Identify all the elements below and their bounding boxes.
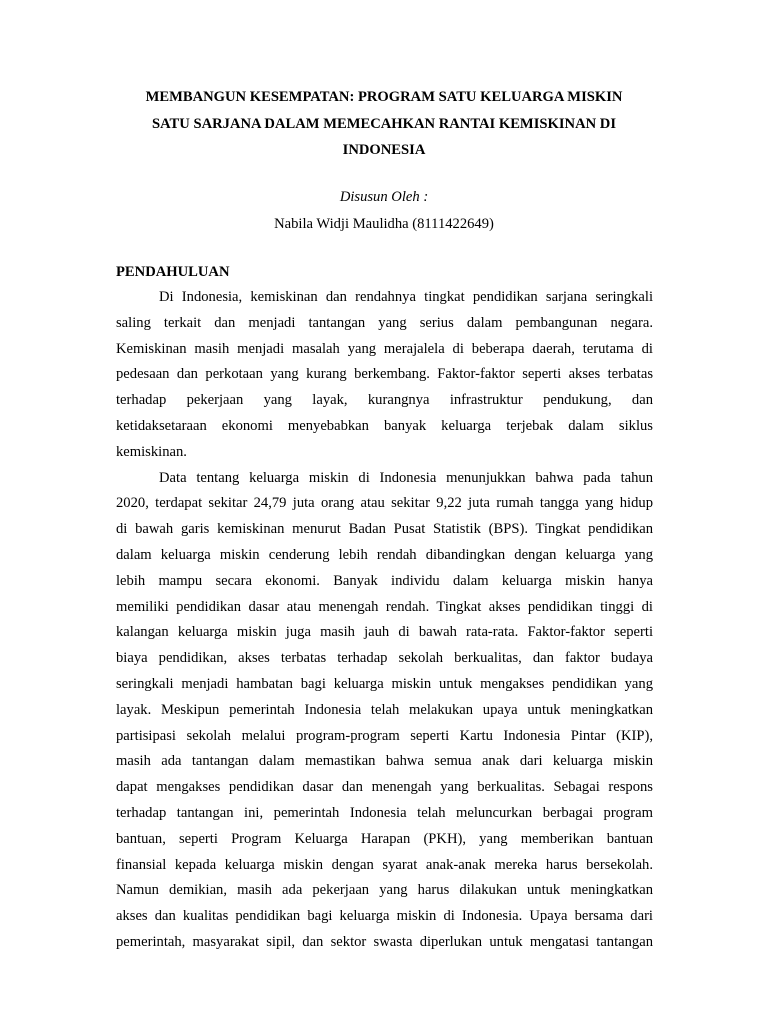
paragraph-line: partisipasi sekolah melalui program-program seperti Kartu Indonesia Pintar (KIP), <box>116 727 653 744</box>
paragraph-line: finansial kepada keluarga miskin dengan syarat anak-anak mereka harus bersekolah. <box>116 856 653 873</box>
paragraph-1 <box>116 285 653 466</box>
paragraph-line: kemiskinan. <box>116 443 187 460</box>
paragraph-line: memiliki pendidikan dasar atau menengah rendah. Tingkat akses pendidikan tinggi di <box>116 598 653 615</box>
paragraph-line: saling terkait dan menjadi tantangan yang serius dalam pembangunan negara. <box>116 314 653 331</box>
paragraph-line: pemerintah, masyarakat sipil, dan sektor swasta diperlukan untuk mengatasi tantangan <box>116 933 653 950</box>
document-body <box>116 285 653 956</box>
section-heading: PENDAHULUAN <box>116 264 230 280</box>
paragraph-line: bantuan, seperti Program Keluarga Harapan (PKH), yang memberikan bantuan <box>116 830 653 847</box>
paragraph-line: ketidaksetaraan ekonomi menyebabkan banyak keluarga terjebak dalam siklus <box>116 417 653 434</box>
paragraph-line: terhadap tantangan ini, pemerintah Indonesia telah meluncurkan berbagai program <box>116 804 653 821</box>
paragraph-line: Kemiskinan masih menjadi masalah yang merajalela di beberapa daerah, terutama di <box>116 340 653 357</box>
paragraph-line: layak. Meskipun pemerintah Indonesia telah melakukan upaya untuk meningkatkan <box>116 701 653 718</box>
paragraph-line: Data tentang keluarga miskin di Indonesia menunjukkan bahwa pada tahun <box>159 469 653 486</box>
author-name: Nabila Widji Maulidha (8111422649) <box>274 215 494 232</box>
title-line-3: INDONESIA <box>342 142 426 158</box>
byline-label: Disusun Oleh : <box>339 189 429 205</box>
paragraph-line: dalam keluarga miskin cenderung lebih rendah dibandingkan dengan keluarga yang <box>116 546 653 563</box>
paragraph-line: biaya pendidikan, akses terbatas terhadap sekolah berkualitas, dan faktor budaya <box>116 650 653 667</box>
paragraph-line: akses dan kualitas pendidikan bagi keluarga miskin di Indonesia. Upaya bersama dari <box>116 908 653 925</box>
paragraph-2 <box>116 466 653 956</box>
paragraph-line: masih ada tantangan dalam memastikan bahwa semua anak dari keluarga miskin <box>116 753 653 770</box>
document-title <box>110 84 658 164</box>
paragraph-line: lebih mampu secara ekonomi. Banyak individu dalam keluarga miskin hanya <box>116 572 653 589</box>
paragraph-line: di bawah garis kemiskinan menurut Badan Pusat Statistik (BPS). Tingkat pendidikan <box>116 521 653 538</box>
paragraph-line: pedesaan dan perkotaan yang kurang berkembang. Faktor-faktor seperti akses terbatas <box>116 366 653 383</box>
paragraph-line: seringkali menjadi hambatan bagi keluarga miskin untuk mengakses pendidikan yang <box>116 675 653 692</box>
paragraph-line: kalangan keluarga miskin juga masih jauh di bawah rata-rata. Faktor-faktor seperti <box>116 624 653 641</box>
paragraph-line: dapat mengakses pendidikan dasar dan menengah yang berkualitas. Sebagai respons <box>116 779 653 796</box>
paragraph-line: Namun demikian, masih ada pekerjaan yang harus dilakukan untuk meningkatkan <box>116 882 653 899</box>
paragraph-line: terhadap pekerjaan yang layak, kurangnya infrastruktur pendukung, dan <box>116 392 653 409</box>
title-line-2: SATU SARJANA DALAM MEMECAHKAN RANTAI KEMISKINAN DI <box>151 115 617 132</box>
byline <box>110 184 658 237</box>
paragraph-line: Di Indonesia, kemiskinan dan rendahnya tingkat pendidikan sarjana seringkali <box>159 289 653 305</box>
paragraph-line: 2020, terdapat sekitar 24,79 juta orang atau sekitar 9,22 juta rumah tangga yang hidup <box>116 495 653 512</box>
title-line-1: MEMBANGUN KESEMPATAN: PROGRAM SATU KELUARGA MISKIN <box>145 89 623 105</box>
